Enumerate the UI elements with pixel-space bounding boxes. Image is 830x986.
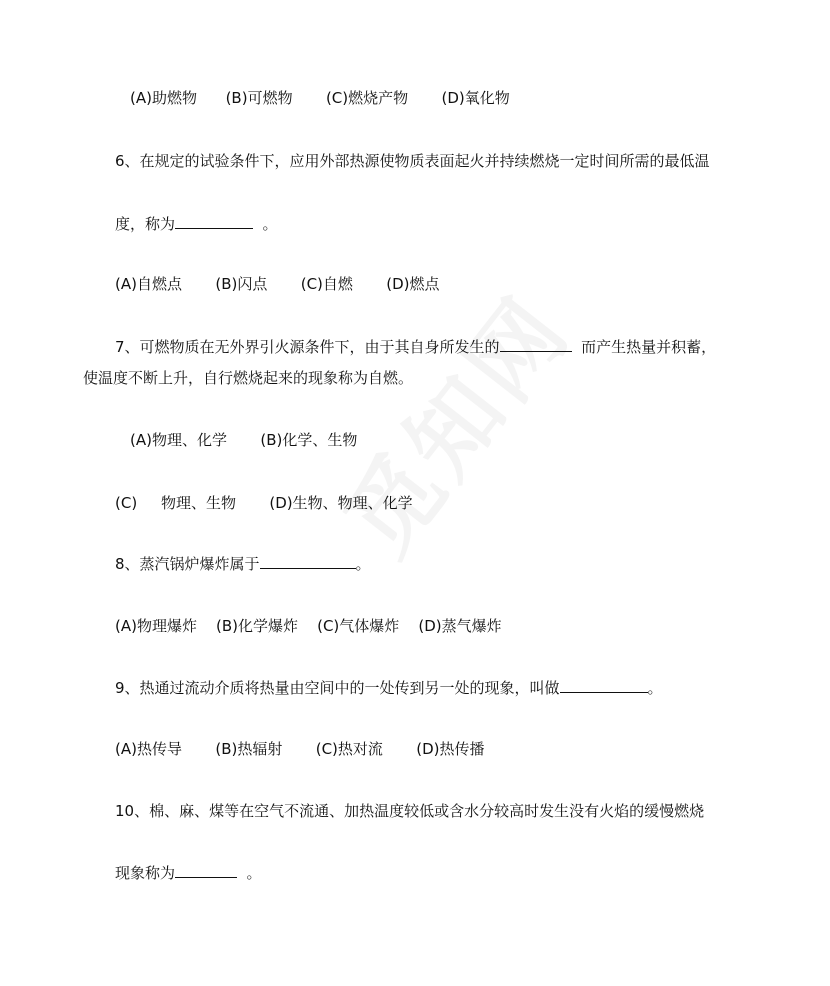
q7-options-row1: (A)物理、化学 (B)化学、生物	[130, 431, 358, 449]
q9-text	[115, 678, 663, 698]
q7-text-prefix: 7、可燃物质在无外界引火源条件下，由于其自身所发生的	[115, 338, 500, 356]
q9-options: (A)热传导 (B)热辐射 (C)热对流 (D)热传播	[115, 740, 485, 758]
q6-text-line1: 6、在规定的试验条件下，应用外部热源使物质表面起火并持续燃烧一定时间所需的最低温	[115, 152, 710, 170]
answer-blank	[175, 863, 237, 878]
q6-text-suffix: 。	[253, 215, 278, 233]
q8-text-prefix: 8、蒸汽锅炉爆炸属于	[115, 555, 260, 573]
q7-options-row2: (C) 物理、生物 (D)生物、物理、化学	[115, 494, 413, 512]
answer-blank	[500, 337, 572, 352]
q10-text-suffix: 。	[237, 864, 262, 882]
q10-text-line2	[115, 863, 262, 883]
q5-options: (A)助燃物 (B)可燃物 (C)燃烧产物 (D)氧化物	[130, 89, 510, 107]
q10-text-line1: 10、棉、麻、煤等在空气不流通、加热温度较低或含水分较高时发生没有火焰的缓慢燃烧	[115, 802, 705, 820]
answer-blank	[175, 214, 253, 229]
q7-text-suffix: 而产生热量并积蓄，	[571, 338, 717, 356]
answer-blank	[560, 678, 648, 693]
answer-blank	[260, 554, 356, 569]
q9-text-suffix: 。	[647, 679, 663, 697]
q8-options: (A)物理爆炸 (B)化学爆炸 (C)气体爆炸 (D)蒸气爆炸	[115, 617, 502, 635]
q8-text-suffix: 。	[355, 555, 371, 573]
q10-text-prefix: 现象称为	[115, 864, 176, 882]
q8-text	[115, 554, 371, 574]
q6-text-line2	[115, 214, 278, 234]
watermark	[309, 265, 594, 578]
q6-options: (A)自燃点 (B)闪点 (C)自燃 (D)燃点	[115, 275, 440, 293]
q6-text-prefix: 度，称为	[115, 215, 176, 233]
q7-text-line1	[115, 337, 716, 357]
q7-text-line2: 使温度不断上升，自行燃烧起来的现象称为自燃。	[83, 369, 414, 387]
q9-text-prefix: 9、热通过流动介质将热量由空间中的一处传到另一处的现象，叫做	[115, 679, 560, 697]
